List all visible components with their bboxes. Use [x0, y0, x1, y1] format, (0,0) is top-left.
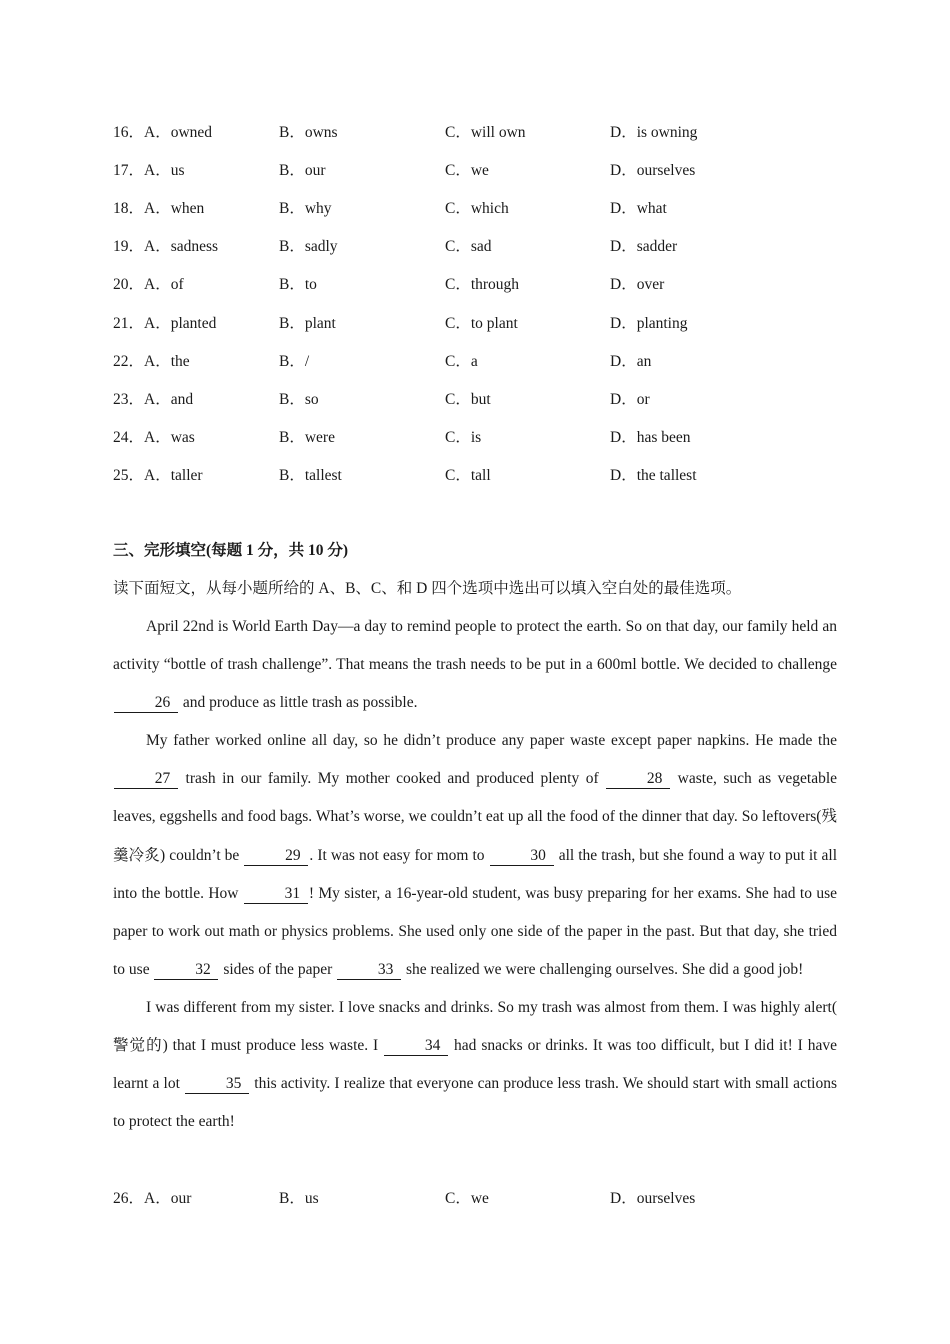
question-number: 21． — [113, 314, 145, 332]
blank-31: 31 — [244, 885, 308, 904]
option-a: A．was — [144, 428, 195, 446]
option-b: B．owns — [279, 124, 338, 141]
option-c: C．but — [445, 390, 491, 408]
option-a: A．the — [144, 352, 190, 370]
passage-paragraph-1 — [113, 608, 837, 722]
question-number: 26． — [113, 1190, 145, 1207]
option-c: C．which — [445, 200, 509, 218]
option-a: A．and — [144, 390, 194, 408]
passage-text: this activity. I realize that everyone can produce less trash. We should start with small actions to protect the earth! — [113, 1075, 838, 1131]
question-row — [113, 235, 853, 259]
option-c: C．will own — [445, 124, 526, 141]
question-row — [113, 312, 853, 336]
blank-26: 26 — [114, 694, 178, 713]
question-number: 17． — [113, 162, 145, 180]
option-c: C．to plant — [445, 314, 518, 332]
passage-text: all the trash, but she found a way to put it all into the bottle. How — [113, 846, 838, 902]
option-d: D．the tallest — [610, 466, 697, 484]
option-b: B．sadly — [279, 238, 338, 256]
option-d: D．has been — [610, 428, 691, 446]
section-title: 三、完形填空(每题 1 分，共 10 分) — [113, 542, 349, 559]
option-d: D．is owning — [610, 124, 698, 141]
question-row — [113, 388, 853, 412]
option-a: A．taller — [144, 466, 203, 484]
option-c: C．sad — [445, 238, 492, 256]
passage-text: waste, such as vegetable leaves, eggshells and food bags. What’s worse, we couldn’t eat up all the food of the dinner that day. So leftovers(残羹冷炙) couldn’t be — [113, 770, 838, 864]
blank-28: 28 — [606, 770, 670, 789]
passage-text: April 22nd is World Earth Day—a day to remind people to protect the earth. So on that day, our family held an activity “bottle of trash challenge”. That means the trash needs to be put in a 600ml bottle. We decided to challenge — [113, 618, 837, 674]
passage-text: trash in our family. My mother cooked and produced plenty of — [185, 770, 599, 788]
question-row — [113, 464, 853, 488]
question-row — [113, 159, 853, 183]
question-number: 19． — [113, 238, 145, 256]
option-a: A．us — [144, 162, 185, 180]
question-number-and-option-a — [113, 273, 184, 297]
question-number-and-option-a — [113, 388, 193, 412]
option-a: A．planted — [144, 314, 217, 332]
option-c: C．tall — [445, 466, 491, 484]
question-number: 22． — [113, 352, 145, 370]
question-number: 18． — [113, 200, 145, 218]
question-number-and-option-a — [113, 159, 185, 183]
option-b: B．/ — [279, 352, 310, 370]
blank-30: 30 — [490, 847, 554, 866]
option-c: C．through — [445, 276, 520, 294]
question-number-and-option-a — [113, 197, 204, 221]
option-b: B．us — [279, 1190, 319, 1207]
blank-29: 29 — [244, 847, 308, 866]
passage-text: ! My sister, a 16-year-old student, was busy preparing for her exams. She had to use paper to work out math or physics problems. She used only one side of the paper in the past. But that day, she tried to use — [113, 884, 837, 978]
option-d: D．sadder — [610, 238, 678, 256]
option-a: A．sadness — [144, 238, 219, 256]
question-row — [113, 426, 853, 450]
option-d: D．over — [610, 276, 665, 294]
question-row — [113, 350, 853, 374]
option-d: D．planting — [610, 314, 688, 332]
passage-paragraph-2 — [113, 722, 837, 989]
option-d: D．what — [610, 200, 667, 218]
question-number-and-option-a — [113, 350, 190, 374]
question-number: 25． — [113, 466, 145, 484]
question-row — [113, 1187, 853, 1211]
passage-text: My father worked online all day, so he didn’t produce any paper waste except paper napkins. He made the — [146, 732, 837, 750]
option-a: A．of — [144, 276, 184, 294]
question-number-and-option-a — [113, 121, 212, 145]
question-number-and-option-a — [113, 312, 216, 336]
question-number-and-option-a — [113, 464, 203, 488]
option-a: A．owned — [144, 124, 213, 141]
cloze-passage — [113, 608, 837, 1141]
question-number: 16． — [113, 124, 145, 141]
option-a: A．our — [144, 1190, 192, 1207]
passage-text: sides of the paper — [223, 960, 333, 978]
question-row — [113, 197, 853, 221]
option-c: C．we — [445, 162, 489, 180]
question-row — [113, 273, 853, 297]
passage-text: . It was not easy for mom to — [309, 846, 485, 864]
option-a: A．when — [144, 200, 205, 218]
passage-text: she realized we were challenging ourselves. She did a good job! — [406, 960, 804, 978]
question-number: 24． — [113, 428, 145, 446]
blank-34: 34 — [384, 1037, 448, 1056]
question-number-and-option-a — [113, 235, 218, 259]
option-d: D．ourselves — [610, 1190, 696, 1207]
question-number: 20． — [113, 276, 145, 294]
question-row — [113, 121, 853, 145]
option-b: B．so — [279, 390, 319, 408]
section-instruction: 读下面短文，从每小题所给的 A、B、C、和 D 四个选项中选出可以填入空白处的最佳选项。 — [113, 580, 742, 597]
question-number-and-option-a — [113, 1187, 191, 1211]
option-d: D．an — [610, 352, 652, 370]
option-b: B．to — [279, 276, 317, 294]
option-d: D．ourselves — [610, 162, 696, 180]
option-c: C．we — [445, 1190, 489, 1207]
option-b: B．plant — [279, 314, 336, 332]
blank-33: 33 — [337, 961, 401, 980]
blank-35: 35 — [185, 1075, 249, 1094]
option-b: B．our — [279, 162, 326, 180]
blank-32: 32 — [154, 961, 218, 980]
option-b: B．tallest — [279, 466, 342, 484]
option-b: B．why — [279, 200, 332, 218]
passage-text: had snacks or drinks. It was too difficult, but I did it! I have learnt a lot — [113, 1037, 838, 1093]
passage-text: I was different from my sister. I love snacks and drinks. So my trash was almost from them. I was highly alert( 警觉的) that I must produce less waste. I — [113, 998, 837, 1055]
question-number: 23． — [113, 390, 145, 408]
option-c: C．a — [445, 352, 478, 370]
passage-text: and produce as little trash as possible. — [182, 694, 418, 712]
blank-27: 27 — [114, 770, 178, 789]
option-b: B．were — [279, 428, 335, 446]
option-c: C．is — [445, 428, 482, 446]
question-number-and-option-a — [113, 426, 195, 450]
option-d: D．or — [610, 390, 650, 408]
passage-paragraph-3 — [113, 989, 837, 1141]
